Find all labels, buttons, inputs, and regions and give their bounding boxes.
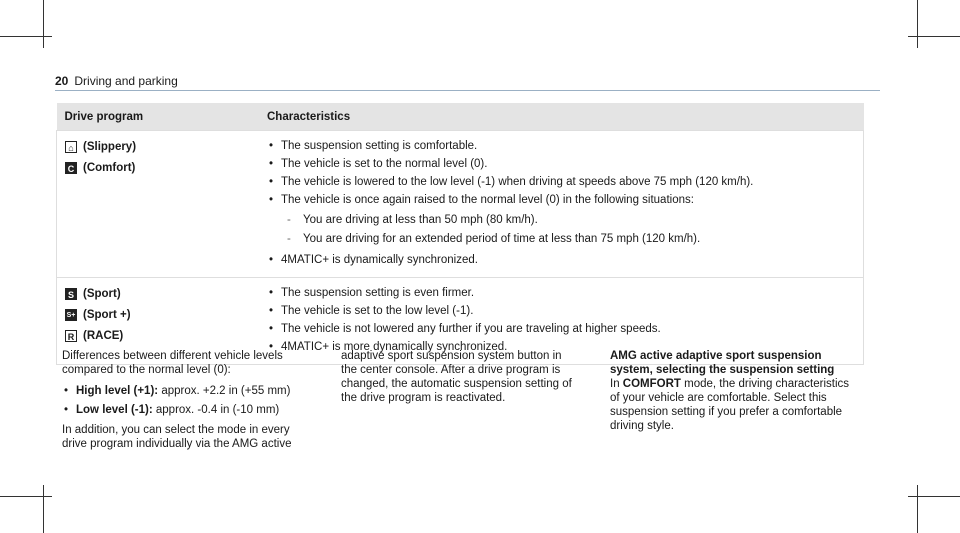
outro-paragraph: In addition, you can select the mode in every drive program individually via the AMG active <box>62 424 292 450</box>
characteristics-cell <box>259 131 864 278</box>
intro-paragraph: Differences between different vehicle levels compared to the normal level (0): <box>62 350 283 376</box>
list-item: - You are driving for an extended period of time at less than 75 mph (120 km/h). <box>281 230 855 249</box>
mode-name: COMFORT <box>622 378 681 390</box>
list-item: • The vehicle is set to the normal level (0). <box>267 155 855 173</box>
crop-mark <box>908 36 960 37</box>
mode-race <box>65 328 251 343</box>
text-span: In <box>610 378 623 390</box>
list-item: - You are driving at less than 50 mph (80 km/h). <box>281 211 855 230</box>
list-item: • The vehicle is set to the low level (-1). <box>267 302 855 320</box>
situation-list <box>281 211 855 249</box>
table-header-drive-program: Drive program <box>57 103 260 131</box>
list-item: • The vehicle is not lowered any further if you are traveling at higher speeds. <box>267 320 855 338</box>
list-item <box>267 191 855 249</box>
text-column-2 <box>341 349 579 410</box>
level-value: approx. +2.2 in (+55 mm) <box>158 385 291 397</box>
crop-mark <box>43 0 44 48</box>
mode-label: (RACE) <box>83 329 124 342</box>
section-heading: AMG active adaptive sport suspension system, selecting the suspension setting <box>610 350 835 376</box>
mode-sport-plus <box>65 307 251 322</box>
paragraph <box>610 377 860 433</box>
mode-label: (Slippery) <box>83 140 137 153</box>
list-item: • The vehicle is lowered to the low level (-1) when driving at speeds above 75 mph (120 km/h). <box>267 173 855 191</box>
paragraph: adaptive sport suspension system button in the center console. After a drive program is changed, the automatic suspension setting of the drive program is reactivated. <box>341 350 572 404</box>
sport-plus-mode-icon: S+ <box>65 309 77 321</box>
list-item <box>62 382 300 401</box>
text-span: mode, the driving characteristics of your vehicle are comfortable. Select this suspension setting if you prefer a comfortable driving style. <box>610 378 850 432</box>
table-row <box>57 131 864 278</box>
list-item-text: The vehicle is once again raised to the normal level (0) in the following situations: <box>281 194 694 206</box>
crop-mark <box>908 496 960 497</box>
crop-mark <box>43 485 44 533</box>
list-item <box>62 401 300 420</box>
mode-sport <box>65 286 251 301</box>
crop-mark <box>0 36 52 37</box>
drive-program-cell <box>57 131 260 278</box>
comfort-mode-icon: C <box>65 162 77 174</box>
header-rule <box>55 90 880 91</box>
level-label: Low level (-1): <box>76 404 153 416</box>
table-header-characteristics: Characteristics <box>259 103 864 131</box>
list-item: • The suspension setting is comfortable. <box>267 137 855 155</box>
race-mode-icon: R <box>65 330 77 342</box>
mode-label: (Sport +) <box>83 308 131 321</box>
page-number: 20 <box>55 74 69 88</box>
text-column-1 <box>62 349 300 456</box>
level-value: approx. -0.4 in (-10 mm) <box>152 404 280 416</box>
sport-mode-icon: S <box>65 288 77 300</box>
list-item: • 4MATIC+ is more dynamically synchronized. <box>267 338 855 356</box>
mode-comfort <box>65 160 251 175</box>
characteristics-list <box>267 137 855 269</box>
mode-label: (Sport) <box>83 287 121 300</box>
level-list <box>62 382 300 420</box>
crop-mark <box>917 485 918 533</box>
text-column-3 <box>610 349 860 438</box>
crop-mark <box>917 0 918 48</box>
page-header <box>55 74 178 88</box>
level-label: High level (+1): <box>76 385 159 397</box>
crop-mark <box>0 496 52 497</box>
characteristics-list <box>267 284 855 356</box>
mode-slippery <box>65 139 251 154</box>
mode-label: (Comfort) <box>83 161 136 174</box>
slippery-mode-icon: ⌂ <box>65 141 77 153</box>
drive-program-table <box>56 103 864 365</box>
list-item: • The suspension setting is even firmer. <box>267 284 855 302</box>
section-title: Driving and parking <box>74 74 178 88</box>
list-item: • 4MATIC+ is dynamically synchronized. <box>267 251 855 269</box>
